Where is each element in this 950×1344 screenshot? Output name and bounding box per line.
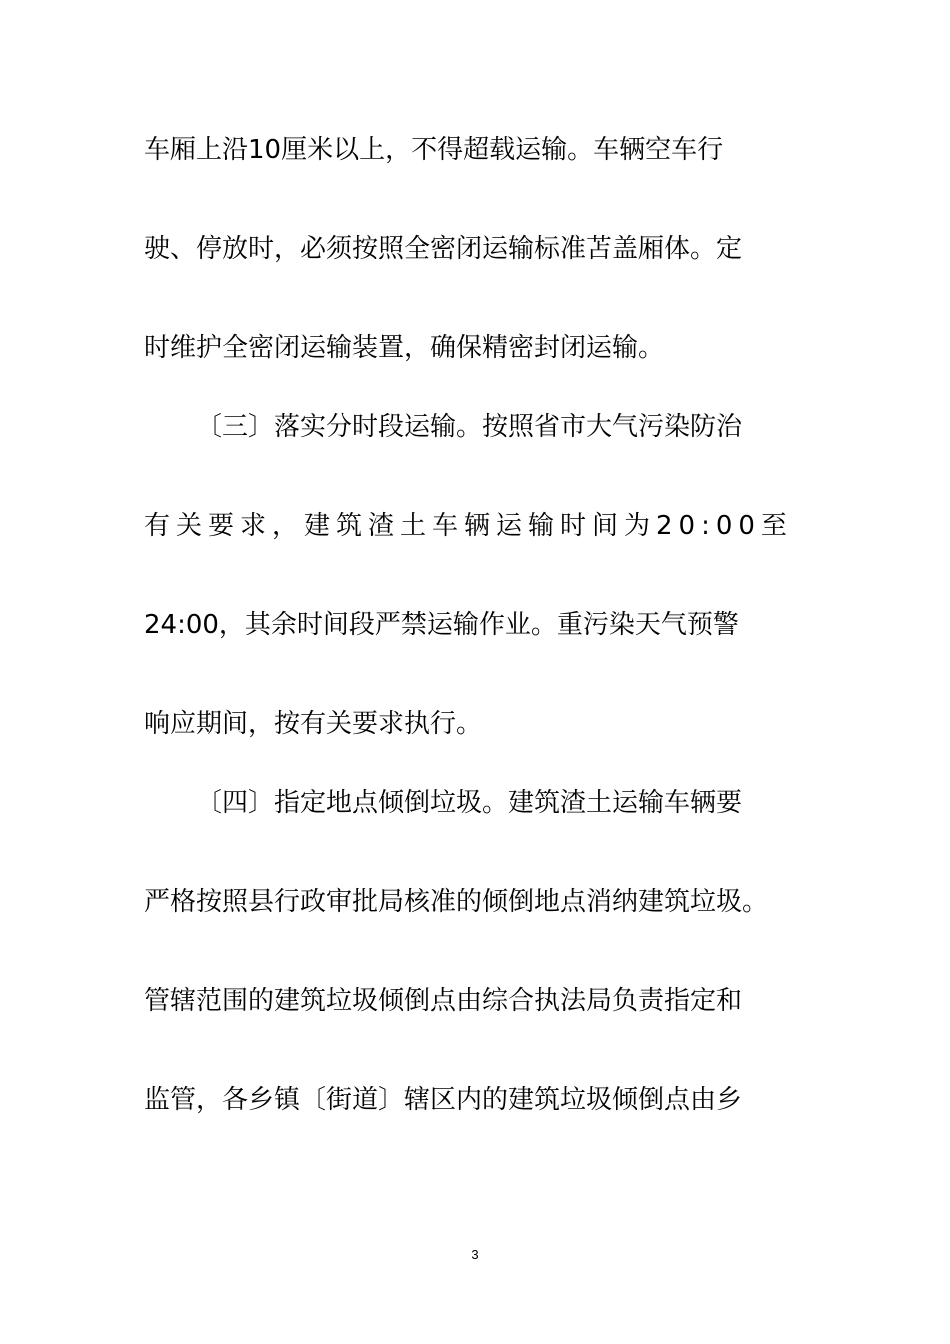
text-line: 驶、停放时，必须按照全密闭运输标准苫盖厢体。定 — [144, 234, 743, 264]
text-line: 24:00，其余时间段严禁运输作业。重污染天气预警 — [144, 610, 739, 640]
text-line: 监管，各乡镇〔街道〕辖区内的建筑垃圾倾倒点由乡 — [144, 1085, 743, 1115]
page-number: 3 — [471, 1247, 479, 1262]
text-line: 有关要求，建筑渣土车辆运输时间为20:00至 — [144, 511, 793, 541]
paragraph-heading-line: 〔四〕指定地点倾倒垃圾。建筑渣土运输车辆要 — [196, 788, 743, 818]
text-line: 响应期间，按有关要求执行。 — [144, 709, 483, 739]
text-line: 车厢上沿10厘米以上，不得超载运输。车辆空车行 — [144, 135, 724, 165]
paragraph-heading-line: 〔三〕落实分时段运输。按照省市大气污染防治 — [196, 412, 743, 442]
text-line: 管辖范围的建筑垃圾倾倒点由综合执法局负责指定和 — [144, 986, 743, 1016]
text-line: 时维护全密闭运输装置，确保精密封闭运输。 — [144, 333, 665, 363]
text-line: 严格按照县行政审批局核准的倾倒地点消纳建筑垃圾。 — [144, 887, 769, 917]
